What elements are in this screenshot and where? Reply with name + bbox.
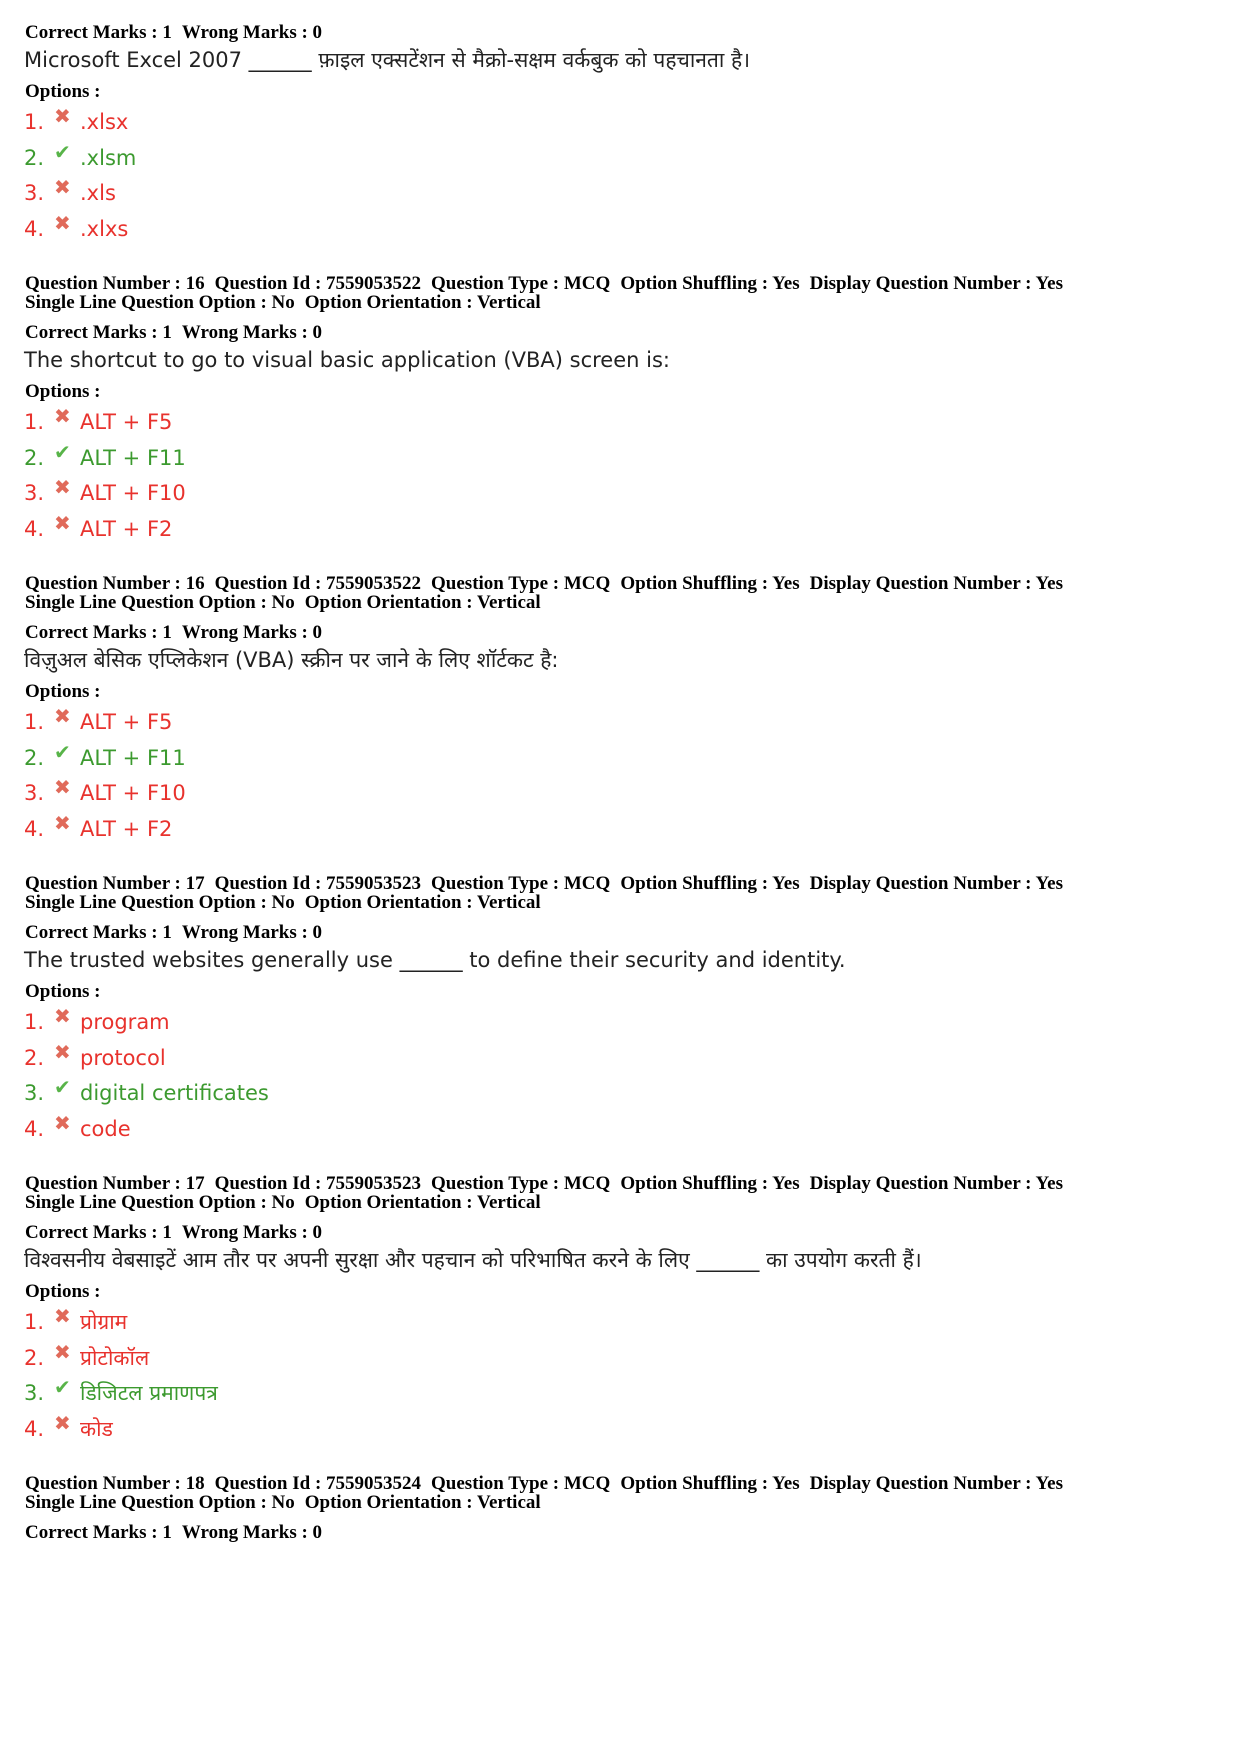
cross-icon: ✖ (54, 775, 71, 799)
option-number: 1. (24, 410, 45, 434)
option-text: प्रोग्राम (80, 1310, 128, 1334)
option-item (24, 139, 137, 174)
option-item (24, 706, 172, 738)
single-line-option: Single Line Question Option : No (25, 292, 295, 313)
option-number: 4. (24, 816, 45, 841)
option-orientation: Option Orientation : Vertical (304, 892, 541, 913)
question-number: Question Number : 16 (25, 573, 205, 594)
option-orientation: Option Orientation : Vertical (304, 292, 541, 313)
option-text: ALT + F5 (80, 710, 173, 734)
correct-marks: Correct Marks : 1 (25, 22, 172, 43)
option-number: 1. (24, 710, 45, 734)
marks-line (25, 922, 332, 943)
option-number: 3. (24, 1381, 45, 1405)
cross-icon: ✖ (54, 1410, 71, 1435)
single-line-option: Single Line Question Option : No (25, 892, 295, 913)
option-item (24, 1077, 269, 1109)
option-number: 2. (24, 1345, 45, 1370)
option-number: 1. (24, 110, 45, 134)
single-line-option: Single Line Question Option : No (25, 1492, 295, 1513)
question-id: Question Id : 7559053522 (214, 273, 422, 294)
option-number: 2. (24, 1045, 45, 1070)
option-text: digital certificates (80, 1081, 269, 1105)
option-item (24, 477, 186, 509)
option-orientation: Option Orientation : Vertical (304, 1492, 541, 1513)
option-text: .xls (80, 181, 116, 205)
display-question-number: Display Question Number : Yes (809, 873, 1063, 894)
option-item (24, 406, 172, 438)
marks-line (25, 1222, 332, 1243)
cross-icon: ✖ (54, 1004, 71, 1028)
option-text: प्रोटोकॉल (80, 1345, 150, 1370)
question-text: The shortcut to go to visual basic application (VBA) screen is: (24, 348, 670, 372)
option-shuffling: Option Shuffling : Yes (620, 1173, 800, 1194)
check-icon: ✔ (54, 739, 71, 764)
question-meta-line (25, 1473, 1073, 1494)
wrong-marks: Wrong Marks : 0 (181, 22, 323, 43)
option-item (24, 810, 173, 845)
option-number: 2. (24, 745, 45, 770)
cross-icon: ✖ (54, 810, 71, 835)
option-text: कोड (80, 1416, 113, 1441)
option-shuffling: Option Shuffling : Yes (620, 873, 800, 894)
cross-icon: ✖ (54, 510, 71, 535)
option-item (24, 177, 116, 209)
option-shuffling: Option Shuffling : Yes (620, 273, 800, 294)
option-orientation: Option Orientation : Vertical (304, 1192, 541, 1213)
display-question-number: Display Question Number : Yes (809, 273, 1063, 294)
option-text: program (80, 1010, 170, 1034)
question-meta-line (25, 273, 1073, 294)
marks-line (25, 322, 332, 343)
option-shuffling: Option Shuffling : Yes (620, 1473, 800, 1494)
option-text: .xlxs (80, 216, 129, 241)
option-item (24, 510, 173, 545)
option-number: 4. (24, 1116, 45, 1141)
question-type: Question Type : MCQ (431, 1473, 611, 1494)
option-text: .xlsm (80, 145, 137, 170)
question-meta-line-2 (25, 292, 551, 313)
marks-line (25, 1522, 332, 1543)
option-text: code (80, 1116, 131, 1141)
option-number: 1. (24, 1310, 45, 1334)
question-type: Question Type : MCQ (431, 273, 611, 294)
option-item (24, 777, 186, 809)
option-item (24, 1306, 127, 1338)
option-number: 4. (24, 216, 45, 241)
options-label: Options : (25, 81, 101, 102)
question-id: Question Id : 7559053523 (214, 1173, 422, 1194)
option-number: 3. (24, 181, 45, 205)
wrong-marks: Wrong Marks : 0 (181, 1222, 323, 1243)
option-orientation: Option Orientation : Vertical (304, 592, 541, 613)
check-icon: ✔ (54, 139, 71, 164)
cross-icon: ✖ (54, 104, 71, 128)
option-text: ALT + F10 (80, 481, 186, 505)
option-text: ALT + F2 (80, 816, 173, 841)
question-number: Question Number : 17 (25, 1173, 205, 1194)
display-question-number: Display Question Number : Yes (809, 1473, 1063, 1494)
question-text: Microsoft Excel 2007 ______ फ़ाइल एक्सटेंशन से मैक्रो-सक्षम वर्कबुक को पहचानता है। (24, 48, 751, 72)
correct-marks: Correct Marks : 1 (25, 922, 172, 943)
question-type: Question Type : MCQ (431, 1173, 611, 1194)
option-number: 3. (24, 781, 45, 805)
check-icon: ✔ (54, 1375, 71, 1399)
options-label: Options : (25, 1281, 101, 1302)
option-item (24, 1410, 113, 1445)
options-label: Options : (25, 981, 101, 1002)
option-number: 4. (24, 516, 45, 541)
question-meta-line (25, 873, 1073, 894)
options-label: Options : (25, 681, 101, 702)
option-number: 4. (24, 1416, 45, 1441)
cross-icon: ✖ (54, 175, 71, 199)
cross-icon: ✖ (54, 704, 71, 728)
cross-icon: ✖ (54, 1110, 71, 1135)
wrong-marks: Wrong Marks : 0 (181, 1522, 323, 1543)
question-text: The trusted websites generally use ______ to define their security and identity. (24, 948, 846, 972)
option-item (24, 1339, 150, 1374)
question-meta-line-2 (25, 1192, 551, 1213)
question-text: विज़ुअल बेसिक एप्लिकेशन (VBA) स्क्रीन पर जाने के लिए शॉर्टकट है: (24, 648, 559, 672)
question-text: विश्वसनीय वेबसाइटें आम तौर पर अपनी सुरक्षा और पहचान को परिभाषित करने के लिए ______ का उपयोग करती हैं। (24, 1248, 922, 1272)
cross-icon: ✖ (54, 1039, 71, 1064)
option-item (24, 1110, 131, 1145)
option-item (24, 439, 186, 474)
question-type: Question Type : MCQ (431, 573, 611, 594)
options-label: Options : (25, 381, 101, 402)
display-question-number: Display Question Number : Yes (809, 1173, 1063, 1194)
correct-marks: Correct Marks : 1 (25, 322, 172, 343)
option-text: ALT + F11 (80, 445, 186, 470)
display-question-number: Display Question Number : Yes (809, 573, 1063, 594)
question-id: Question Id : 7559053524 (214, 1473, 422, 1494)
option-item (24, 739, 186, 774)
cross-icon: ✖ (54, 1304, 71, 1328)
option-number: 2. (24, 145, 45, 170)
option-item (24, 1039, 166, 1074)
question-meta-line-2 (25, 592, 551, 613)
option-text: .xlsx (80, 110, 129, 134)
option-text: protocol (80, 1045, 166, 1070)
option-text: ALT + F11 (80, 745, 186, 770)
option-item (24, 106, 128, 138)
single-line-option: Single Line Question Option : No (25, 592, 295, 613)
marks-line (25, 622, 332, 643)
option-number: 1. (24, 1010, 45, 1034)
question-number: Question Number : 16 (25, 273, 205, 294)
cross-icon: ✖ (54, 1339, 71, 1364)
wrong-marks: Wrong Marks : 0 (181, 622, 323, 643)
correct-marks: Correct Marks : 1 (25, 622, 172, 643)
wrong-marks: Wrong Marks : 0 (181, 922, 323, 943)
check-icon: ✔ (54, 439, 71, 464)
question-id: Question Id : 7559053523 (214, 873, 422, 894)
question-number: Question Number : 18 (25, 1473, 205, 1494)
question-meta-line (25, 1173, 1073, 1194)
question-meta-line-2 (25, 1492, 551, 1513)
question-meta-line-2 (25, 892, 551, 913)
option-shuffling: Option Shuffling : Yes (620, 573, 800, 594)
option-text: डिजिटल प्रमाणपत्र (80, 1381, 218, 1405)
option-item (24, 1006, 170, 1038)
correct-marks: Correct Marks : 1 (25, 1522, 172, 1543)
question-id: Question Id : 7559053522 (214, 573, 422, 594)
question-type: Question Type : MCQ (431, 873, 611, 894)
single-line-option: Single Line Question Option : No (25, 1192, 295, 1213)
option-item (24, 210, 129, 245)
correct-marks: Correct Marks : 1 (25, 1222, 172, 1243)
marks-line (25, 22, 332, 43)
option-number: 3. (24, 481, 45, 505)
question-meta-line (25, 573, 1073, 594)
question-number: Question Number : 17 (25, 873, 205, 894)
cross-icon: ✖ (54, 404, 71, 428)
wrong-marks: Wrong Marks : 0 (181, 322, 323, 343)
option-number: 3. (24, 1081, 45, 1105)
option-number: 2. (24, 445, 45, 470)
option-text: ALT + F10 (80, 781, 186, 805)
option-text: ALT + F2 (80, 516, 173, 541)
cross-icon: ✖ (54, 210, 71, 235)
cross-icon: ✖ (54, 475, 71, 499)
option-item (24, 1377, 218, 1409)
check-icon: ✔ (54, 1075, 71, 1099)
option-text: ALT + F5 (80, 410, 173, 434)
